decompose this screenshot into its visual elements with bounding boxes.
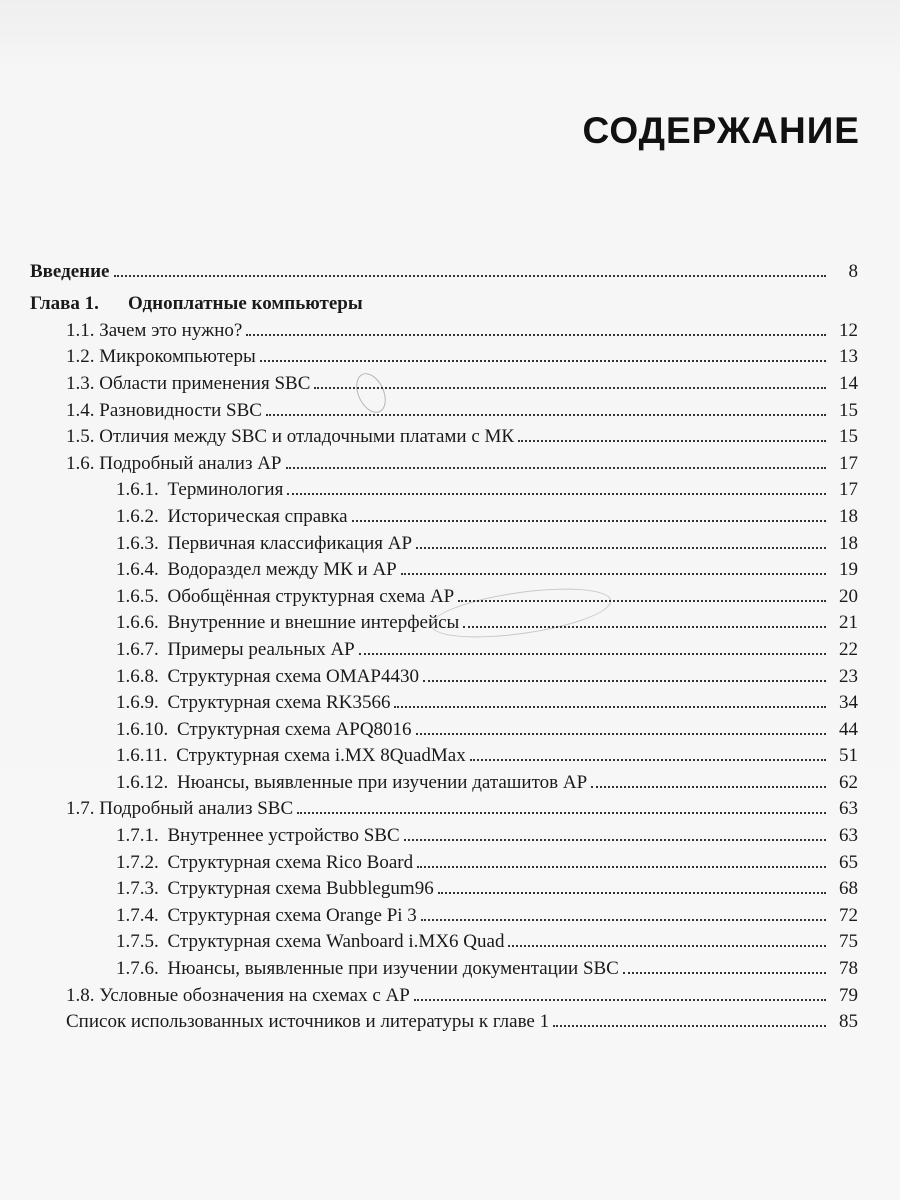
toc-entry-text: Введение (30, 260, 110, 282)
toc-entry-number: 1.6.4. (116, 559, 159, 581)
toc-entry-label (66, 453, 286, 475)
toc-entry-label (116, 479, 287, 501)
dot-leader (266, 414, 826, 416)
toc-entry-page: 22 (839, 638, 858, 660)
toc-entry-text: Структурная схема Bubblegum96 (167, 878, 434, 900)
toc-entry-label (116, 905, 421, 927)
toc-entry-page: 44 (839, 718, 858, 740)
dot-leader (591, 786, 826, 788)
toc-entry (30, 289, 858, 316)
toc-entry-text: Области применения SBC (99, 372, 311, 394)
toc-entry-text: Обобщённая структурная схема АР (167, 585, 455, 607)
toc-entry-page: 21 (839, 612, 858, 634)
toc-entry-label (116, 825, 404, 847)
toc-entry-number: 1.6. (66, 452, 95, 474)
table-of-contents (30, 256, 858, 1033)
toc-entry-label (66, 1011, 553, 1033)
dot-leader (438, 892, 826, 894)
toc-entry-text: Структурная схема Orange Pi 3 (167, 904, 417, 926)
toc-entry-page: 8 (848, 260, 858, 282)
toc-entry-label (116, 931, 508, 953)
toc-entry-page: 23 (839, 665, 858, 687)
toc-entry-label (116, 745, 470, 767)
dot-leader (352, 520, 826, 522)
toc-entry-text: Примеры реальных АР (167, 638, 355, 660)
toc-entry-text: Подробный анализ SBC (99, 798, 294, 820)
toc-entry-page: 63 (839, 825, 858, 847)
toc-entry-page: 15 (839, 426, 858, 448)
dot-leader (470, 759, 826, 761)
toc-entry-number: 1.7.2. (116, 851, 159, 873)
dot-leader (401, 573, 826, 575)
toc-entry (30, 395, 858, 422)
toc-entry-text: Список использованных источников и литературы к главе 1 (66, 1011, 550, 1033)
dot-leader (421, 919, 826, 921)
dot-leader (359, 653, 826, 655)
toc-entry-label (30, 261, 114, 283)
toc-entry (30, 256, 858, 283)
toc-entry-page: 65 (839, 851, 858, 873)
toc-entry-page: 34 (839, 692, 858, 714)
toc-entry-text: Структурная схема APQ8016 (177, 718, 412, 740)
toc-entry-number: 1.6.11. (116, 745, 168, 767)
toc-entry-page: 17 (839, 479, 858, 501)
dot-leader (423, 680, 826, 682)
toc-entry-text: Внутреннее устройство SBC (167, 825, 400, 847)
toc-entry (30, 847, 858, 874)
toc-entry (30, 767, 858, 794)
toc-entry (30, 1007, 858, 1034)
dot-leader (416, 547, 826, 549)
toc-entry-text: Микрокомпьютеры (99, 346, 256, 368)
toc-entry-number: 1.6.2. (116, 505, 159, 527)
toc-entry-text: Нюансы, выявленные при изучении даташитов АР (177, 771, 588, 793)
toc-entry-label (116, 506, 352, 528)
toc-entry-number: 1.8. (66, 984, 95, 1006)
toc-entry-label (116, 666, 423, 688)
dot-leader (623, 972, 826, 974)
toc-entry (30, 581, 858, 608)
toc-entry-number: 1.7.1. (116, 825, 159, 847)
toc-entry-number: 1.6.10. (116, 718, 169, 740)
toc-entry (30, 368, 858, 395)
toc-entry-page: 20 (839, 585, 858, 607)
toc-entry-number: 1.2. (66, 346, 95, 368)
dot-leader (518, 440, 826, 442)
toc-entry-text: Первичная классификация АР (167, 532, 413, 554)
toc-entry-text: Структурная схема RK3566 (167, 692, 391, 714)
toc-entry-text: Историческая справка (167, 505, 348, 527)
toc-entry-label (116, 586, 458, 608)
toc-entry-number: 1.5. (66, 426, 95, 448)
toc-entry-label (116, 852, 417, 874)
toc-entry-number: 1.7.5. (116, 931, 159, 953)
toc-entry-page: 15 (839, 399, 858, 421)
toc-entry (30, 874, 858, 901)
toc-entry-label (66, 985, 414, 1007)
toc-entry-label (66, 400, 266, 422)
toc-entry-number: 1.4. (66, 399, 95, 421)
toc-entry-page: 18 (839, 505, 858, 527)
toc-entry-page: 79 (839, 984, 858, 1006)
toc-entry-text: Отличия между SBC и отладочными платами с МК (99, 426, 515, 448)
toc-entry-page: 14 (839, 372, 858, 394)
toc-entry-number: 1.6.8. (116, 665, 159, 687)
toc-entry (30, 794, 858, 821)
dot-leader (297, 812, 826, 814)
toc-entry (30, 900, 858, 927)
toc-entry (30, 634, 858, 661)
toc-entry (30, 820, 858, 847)
toc-entry-page: 12 (839, 319, 858, 341)
toc-entry (30, 555, 858, 582)
toc-entry-label (66, 426, 518, 448)
toc-entry-number: 1.3. (66, 372, 95, 394)
toc-entry (30, 927, 858, 954)
toc-entry-text: Терминология (167, 479, 284, 501)
toc-entry-page: 51 (839, 745, 858, 767)
toc-entry (30, 661, 858, 688)
toc-entry-label (116, 692, 394, 714)
toc-entry (30, 714, 858, 741)
dot-leader (553, 1025, 826, 1027)
toc-entry-text: Структурная схема Wanboard i.MX6 Quad (167, 931, 505, 953)
dot-leader (114, 275, 827, 277)
toc-entry (30, 501, 858, 528)
toc-entry-page: 17 (839, 452, 858, 474)
toc-entry (30, 475, 858, 502)
page-title: СОДЕРЖАНИЕ (582, 110, 860, 151)
toc-entry (30, 342, 858, 369)
toc-entry-number: Глава 1. (30, 293, 99, 315)
toc-entry-number: 1.7.4. (116, 904, 159, 926)
toc-entry-number: 1.6.5. (116, 585, 159, 607)
toc-entry-text: Одноплатные компьютеры (128, 293, 363, 315)
toc-entry-text: Структурная схема OMAP4430 (167, 665, 419, 687)
toc-entry-label (116, 612, 463, 634)
toc-entry-label (116, 639, 359, 661)
toc-entry-number: 1.6.9. (116, 692, 159, 714)
toc-entry-page: 62 (839, 771, 858, 793)
toc-entry-label (116, 559, 401, 581)
toc-entry-number: 1.6.1. (116, 479, 159, 501)
toc-entry-text: Зачем это нужно? (99, 319, 243, 341)
toc-entry-page: 18 (839, 532, 858, 554)
dot-leader (287, 493, 826, 495)
dot-leader (286, 467, 826, 469)
toc-entry-text: Нюансы, выявленные при изучении документации SBC (167, 958, 619, 980)
dot-leader (508, 945, 826, 947)
toc-entry (30, 422, 858, 449)
toc-entry (30, 528, 858, 555)
dot-leader (260, 360, 826, 362)
toc-entry (30, 448, 858, 475)
dot-leader (246, 334, 826, 336)
toc-entry-number: 1.6.6. (116, 612, 159, 634)
toc-entry-number: 1.7.3. (116, 878, 159, 900)
toc-entry-label (116, 878, 438, 900)
toc-entry-page: 19 (839, 559, 858, 581)
toc-entry-label (66, 798, 297, 820)
dot-leader (417, 866, 826, 868)
toc-entry-label (116, 533, 416, 555)
toc-entry-page: 63 (839, 798, 858, 820)
toc-entry-label (116, 719, 416, 741)
toc-entry-text: Разновидности SBC (99, 399, 262, 421)
toc-entry (30, 741, 858, 768)
toc-entry-page: 85 (839, 1011, 858, 1033)
toc-entry-label (66, 320, 246, 342)
toc-entry-page: 75 (839, 931, 858, 953)
toc-entry-number: 1.7. (66, 798, 95, 820)
toc-entry-label (116, 772, 591, 794)
dot-leader (416, 733, 826, 735)
toc-entry-page: 78 (839, 958, 858, 980)
toc-entry (30, 953, 858, 980)
toc-entry-text: Подробный анализ АР (99, 452, 282, 474)
toc-entry-page: 68 (839, 878, 858, 900)
dot-leader (414, 999, 826, 1001)
toc-entry-text: Условные обозначения на схемах с АР (99, 984, 410, 1006)
toc-entry-text: Структурная схема Rico Board (167, 851, 414, 873)
toc-entry-text: Водораздел между МК и АР (167, 559, 397, 581)
toc-entry-text: Структурная схема i.MX 8QuadMax (176, 745, 466, 767)
dot-leader (314, 387, 826, 389)
toc-entry-page: 72 (839, 904, 858, 926)
toc-entry-label (116, 958, 623, 980)
toc-entry-page: 13 (839, 346, 858, 368)
dot-leader (404, 839, 826, 841)
toc-entry-text: Внутренние и внешние интерфейсы (167, 612, 460, 634)
dot-leader (394, 706, 826, 708)
toc-entry-label (66, 346, 260, 368)
toc-entry (30, 315, 858, 342)
toc-entry-number: 1.6.12. (116, 771, 169, 793)
toc-entry (30, 980, 858, 1007)
toc-entry-label (30, 293, 367, 315)
toc-entry-label (66, 373, 314, 395)
toc-entry (30, 688, 858, 715)
toc-entry-number: 1.1. (66, 319, 95, 341)
toc-entry-number: 1.6.3. (116, 532, 159, 554)
toc-entry-number: 1.6.7. (116, 638, 159, 660)
toc-entry-number: 1.7.6. (116, 958, 159, 980)
